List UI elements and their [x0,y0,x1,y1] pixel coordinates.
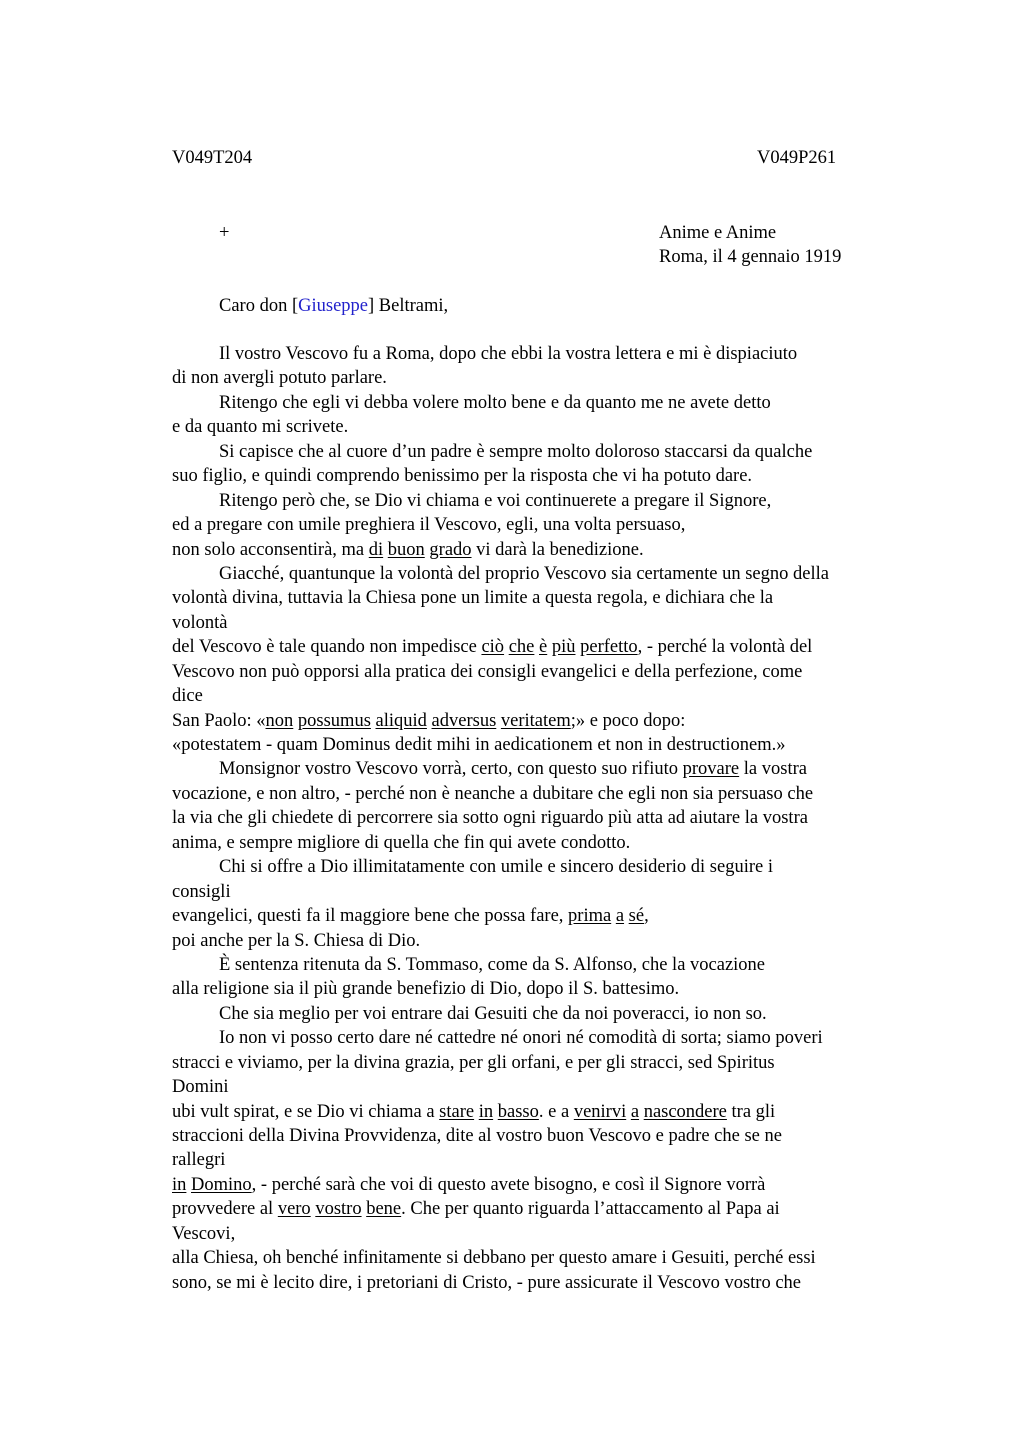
text-segment: Il vostro Vescovo fu a Roma, dopo che ebbi la vostra lettera e mi è dispiaciuto [219,344,798,364]
underlined-text: che [508,637,535,658]
underlined-text: buon [387,539,425,560]
text-segment: , - perché la volontà del [637,637,813,658]
body-line [172,562,912,586]
text-segment: Vescovi, [172,1223,236,1244]
text-segment: ed a pregare con umile preghiera il Vescovo, egli, una volta persuaso, [172,515,686,536]
underlined-text: veritatem [500,710,571,731]
body-line [172,342,912,366]
underlined-text: bene [366,1199,402,1220]
underlined-text: grado [429,539,472,560]
text-segment: ;» e poco dopo: [570,710,686,731]
underlined-text: vostro [315,1199,362,1220]
underlined-text: nascondere [643,1101,727,1122]
underlined-text: possumus [297,710,371,731]
body-line [172,733,912,757]
text-segment: straccioni della Divina Provvidenza, dite al vostro buon Vescovo e padre che se ne [172,1126,782,1146]
body-line [172,1051,912,1075]
text-segment: alla religione sia il più grande benefizio di Dio, dopo il S. battesimo. [172,979,680,1000]
text-segment: , - perché sarà che voi di questo avete bisogno, e così il Signore vorrà [251,1174,766,1195]
underlined-text: in [172,1174,187,1195]
body-line [172,440,912,464]
text-segment: alla Chiesa, oh benché infinitamente si debbano per questo amare i Gesuiti, perché essi [172,1248,816,1269]
text-segment: non solo acconsentirà, ma [172,539,369,560]
body-line [172,1197,912,1221]
body-line [172,1271,912,1295]
body-line [172,782,912,806]
body-line [172,464,912,488]
underlined-text: sé [628,906,645,927]
text-segment: volontà [172,612,228,633]
underlined-text: basso [497,1101,539,1122]
text-segment: dice [172,686,203,707]
underlined-text: Domino [191,1174,252,1195]
text-segment: del Vescovo è tale quando non impedisce [172,637,482,658]
text-segment: di non avergli potuto parlare. [172,368,387,389]
text-segment: , [644,906,649,927]
letter-body [172,342,912,1295]
text-segment: stracci e viviamo, per la divina grazia, per gli orfani, e per gli stracci, sed Spiritus [172,1052,775,1073]
body-line [172,489,912,513]
body-line [172,1173,912,1197]
salutation [219,294,448,318]
body-line [172,904,912,928]
underlined-text: prima [568,906,612,927]
text-segment: È sentenza ritenuta da S. Tommaso, come da S. Alfonso, che la vocazione [219,954,766,975]
underlined-text: perfetto [580,637,638,658]
text-segment: evangelici, questi fa il maggiore bene che possa fare, [172,906,569,927]
underlined-text: venirvi [573,1101,627,1122]
underlined-text: adversus [431,710,497,731]
body-line [172,1002,912,1026]
letter-heading [659,221,841,270]
text-segment: Che sia meglio per voi entrare dai Gesuiti che da noi poveracci, io non so. [219,1003,767,1024]
body-line [172,1075,912,1099]
text-segment: Ritengo però che, se Dio vi chiama e voi continuerete a pregare il Signore, [219,490,772,511]
body-line [172,855,912,879]
body-line [172,1100,912,1124]
text-segment: la vostra [739,759,807,780]
text-segment: poi anche per la S. Chiesa di Dio. [172,930,421,951]
text-segment: Domini [172,1077,229,1098]
salutation-prefix: Caro don [ [219,296,299,316]
text-segment: San Paolo: « [172,710,266,731]
body-line [172,1148,912,1172]
text-segment: Io non vi posso certo dare né cattedre né onori né comodità di sorta; siamo poveri [219,1028,823,1049]
body-line [172,611,912,635]
underlined-text: è [539,637,548,658]
text-segment: Vescovo non può opporsi alla pratica dei consigli evangelici e della perfezione, come [172,661,803,682]
text-segment: sono, se mi è lecito dire, i pretoriani di Cristo, - pure assicurate il Vescovo vostro che [172,1272,802,1293]
text-segment: vocazione, e non altro, - perché non è neanche a dubitare che egli non sia persuaso che [172,783,814,804]
body-line [172,586,912,610]
body-line [172,538,912,562]
body-line [172,415,912,439]
salutation-suffix: ] Beltrami, [368,296,449,316]
text-segment: Si capisce che al cuore d’un padre è sempre molto doloroso staccarsi da qualche [219,441,813,462]
text-segment: anima, e sempre migliore di quella che fin qui avete condotto. [172,832,631,853]
body-line [172,757,912,781]
underlined-text: in [478,1101,494,1122]
body-line [172,366,912,390]
body-line [172,635,912,659]
underlined-text: aliquid [375,710,427,731]
text-segment: provvedere al [172,1199,278,1220]
body-line [172,513,912,537]
text-segment: volontà divina, tuttavia la Chiesa pone un limite a questa regola, e dichiara che la [172,588,774,609]
underlined-text: ciò [481,637,505,658]
underlined-text: a [630,1101,640,1122]
text-segment: Giacché, quantunque la volontà del proprio Vescovo sia certamente un segno della [219,563,829,584]
text-segment: la via che gli chiedete di percorrere sia sotto ogni riguardo più atta ad aiutare la vostra [172,808,808,829]
text-segment: suo figlio, e quindi comprendo benissimo per la risposta che vi ha potuto dare. [172,466,753,487]
body-line [172,684,912,708]
letter-place-date: Roma, il 4 gennaio 1919 [659,247,842,268]
underlined-text: non [265,710,294,731]
body-line [172,880,912,904]
text-segment: ubi vult spirat, e se Dio vi chiama a [172,1101,440,1122]
document-code-left: V049T204 [172,148,253,168]
text-segment: Ritengo che egli vi debba volere molto bene e da quanto me ne avete detto [219,392,771,413]
salutation-name: Giuseppe [298,296,368,316]
underlined-text: di [368,539,384,560]
body-line [172,391,912,415]
underlined-text: provare [682,759,740,780]
text-segment: Monsignor vostro Vescovo vorrà, certo, con questo suo rifiuto [219,759,683,780]
body-line [172,929,912,953]
body-line [172,806,912,830]
body-line [172,660,912,684]
cross-symbol: + [219,223,230,243]
text-segment: «potestatem - quam Dominus dedit mihi in aedicationem et non in destructionem.» [172,735,786,755]
text-segment: vi darà la benedizione. [471,539,644,560]
body-line [172,1222,912,1246]
text-segment: e da quanto mi scrivete. [172,417,349,438]
body-line [172,977,912,1001]
underlined-text: più [551,637,576,658]
body-line [172,953,912,977]
text-segment: . Che per quanto riguarda l’attaccamento al Papa ai [401,1199,780,1220]
text-segment: consigli [172,881,231,902]
underlined-text: vero [277,1199,311,1220]
letter-title: Anime e Anime [659,223,777,243]
text-segment: tra gli [726,1101,776,1122]
body-line [172,831,912,855]
document-code-right: V049P261 [757,148,837,168]
body-line [172,1246,912,1270]
body-line [172,1124,912,1148]
underlined-text: stare [439,1101,475,1122]
body-line [172,709,912,733]
text-segment: rallegri [172,1150,226,1171]
text-segment: Chi si offre a Dio illimitatamente con umile e sincero desiderio di seguire i [219,857,773,878]
body-line [172,1026,912,1050]
underlined-text: a [615,906,625,927]
text-segment: . e a [538,1101,574,1122]
